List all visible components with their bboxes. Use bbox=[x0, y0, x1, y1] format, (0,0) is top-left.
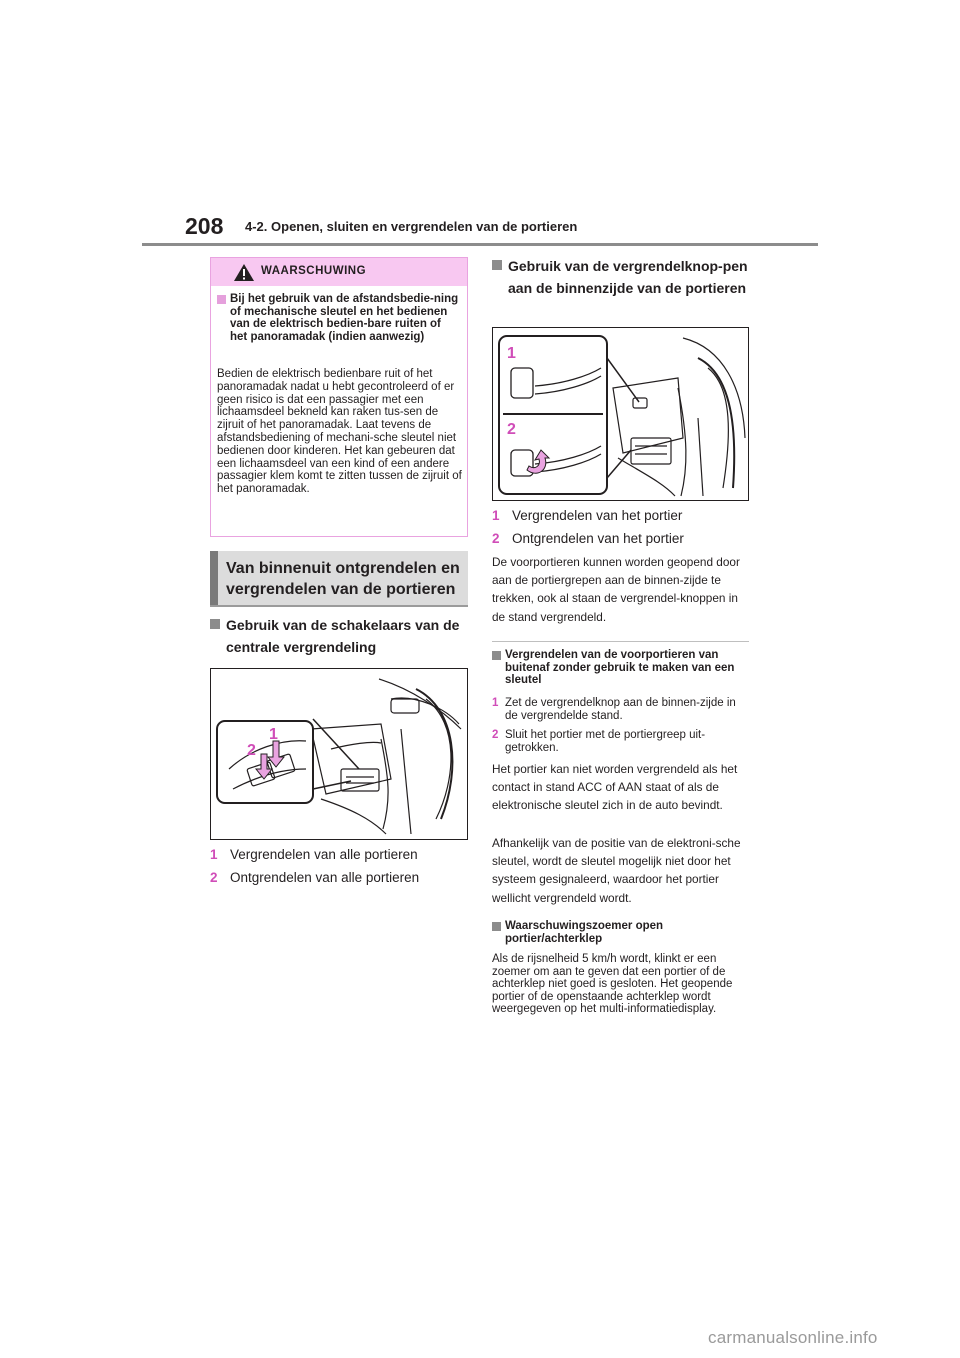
section-band-bar bbox=[210, 551, 218, 605]
outside-lock-para-1: Het portier kan niet worden vergrendeld als het contact in stand ACC of AAN staat of als de elektronische sleutel zich in de auto bevindt. bbox=[492, 762, 738, 813]
bullet-square-icon bbox=[217, 295, 226, 304]
outside-lock-heading: Vergrendelen van de voorportieren van buitenaf zonder gebruik te maken van een sleutel bbox=[492, 649, 750, 687]
left-item-1: 1 Vergrendelen van alle portieren bbox=[210, 847, 418, 862]
right-item-2: 2 Ontgrendelen van het portier bbox=[492, 531, 684, 546]
left-subheading: Gebruik van de schakelaars van de centrale vergrendeling bbox=[210, 614, 470, 658]
right-subheading: Gebruik van de vergrendelknop-pen aan de binnenzijde van de portieren bbox=[492, 255, 748, 299]
door-lock-knob-illustration bbox=[493, 328, 748, 500]
figure-label-1: 1 bbox=[269, 726, 278, 743]
warning-box bbox=[210, 257, 468, 537]
header-rule bbox=[142, 243, 818, 246]
bullet-square-icon bbox=[492, 651, 501, 660]
figure-label-1: 1 bbox=[507, 345, 516, 362]
bullet-square-icon bbox=[210, 619, 220, 629]
right-item-1: 1 Vergrendelen van het portier bbox=[492, 508, 683, 523]
warning-header bbox=[211, 258, 467, 286]
page-number: 208 bbox=[185, 213, 224, 239]
buzzer-heading: Waarschuwingszoemer open portier/achterklep bbox=[492, 920, 750, 945]
warning-triangle-icon bbox=[233, 263, 255, 282]
central-lock-illustration bbox=[211, 669, 467, 839]
figure-label-2: 2 bbox=[247, 742, 256, 759]
buzzer-body: Als de rijsnelheid 5 km/h wordt, klinkt er een zoemer om aan te geven dat een portier of de achterklep niet goed is gesloten. Het geopende portier of de openstaande achterklep wordt weergegeven op het multi-informatiedisplay. bbox=[492, 953, 733, 1015]
bullet-square-icon bbox=[492, 260, 502, 270]
outside-lock-step-1: 1 Zet de vergrendelknop aan de binnen-zijde in de vergrendelde stand. bbox=[492, 697, 736, 722]
bullet-square-icon bbox=[492, 922, 501, 931]
warning-subheading: Bij het gebruik van de afstandsbedie-ning of mechanische sleutel en het bedienen van de elektrisch bedien-bare ruiten of het panoramadak (indien aanwezig) bbox=[217, 293, 461, 343]
section-band bbox=[210, 551, 468, 607]
divider bbox=[492, 641, 749, 642]
outside-lock-step-2: 2 Sluit het portier met de portiergreep uit-getrokken. bbox=[492, 729, 706, 754]
figure-label-2: 2 bbox=[507, 421, 516, 438]
watermark: carmanualsonline.info bbox=[708, 1328, 878, 1347]
door-open-paragraph: De voorportieren kunnen worden geopend door aan de portiergrepen aan de binnen-zijde te trekken, ook al staan de vergrendel-knoppen in de stand vergrendeld. bbox=[492, 555, 740, 624]
warning-body: Bedien de elektrisch bedienbare ruit of het panoramadak nadat u hebt gecontroleerd of er geen risico is dat een passagier met een lichaamsdeel bekneld kan raken tus-sen de zijruit of het panoramadak. Laat tevens de afstandsbediening of mechani-sche sleutel niet bedienen door kinderen. Het kan gebeuren dat een lichaamsdeel van een kind of een andere passagier klem komt te zitten tussen de zijruit of het panoramadak. bbox=[217, 368, 462, 496]
outside-lock-para-2: Afhankelijk van de positie van de elektroni-sche sleutel, wordt de sleutel mogelijk niet door het systeem gesignaleerd, waardoor het portier wellicht vergrendeld wordt. bbox=[492, 836, 741, 905]
central-lock-figure bbox=[210, 668, 468, 840]
section-title: Van binnenuit ontgrendelen en vergrendelen van de portieren bbox=[226, 560, 460, 598]
running-title: 4-2. Openen, sluiten en vergrendelen van de portieren bbox=[245, 219, 578, 234]
door-lock-knob-figure bbox=[492, 327, 749, 501]
left-item-2: 2 Ontgrendelen van alle portieren bbox=[210, 870, 420, 885]
warning-title: WAARSCHUWING bbox=[261, 265, 367, 277]
